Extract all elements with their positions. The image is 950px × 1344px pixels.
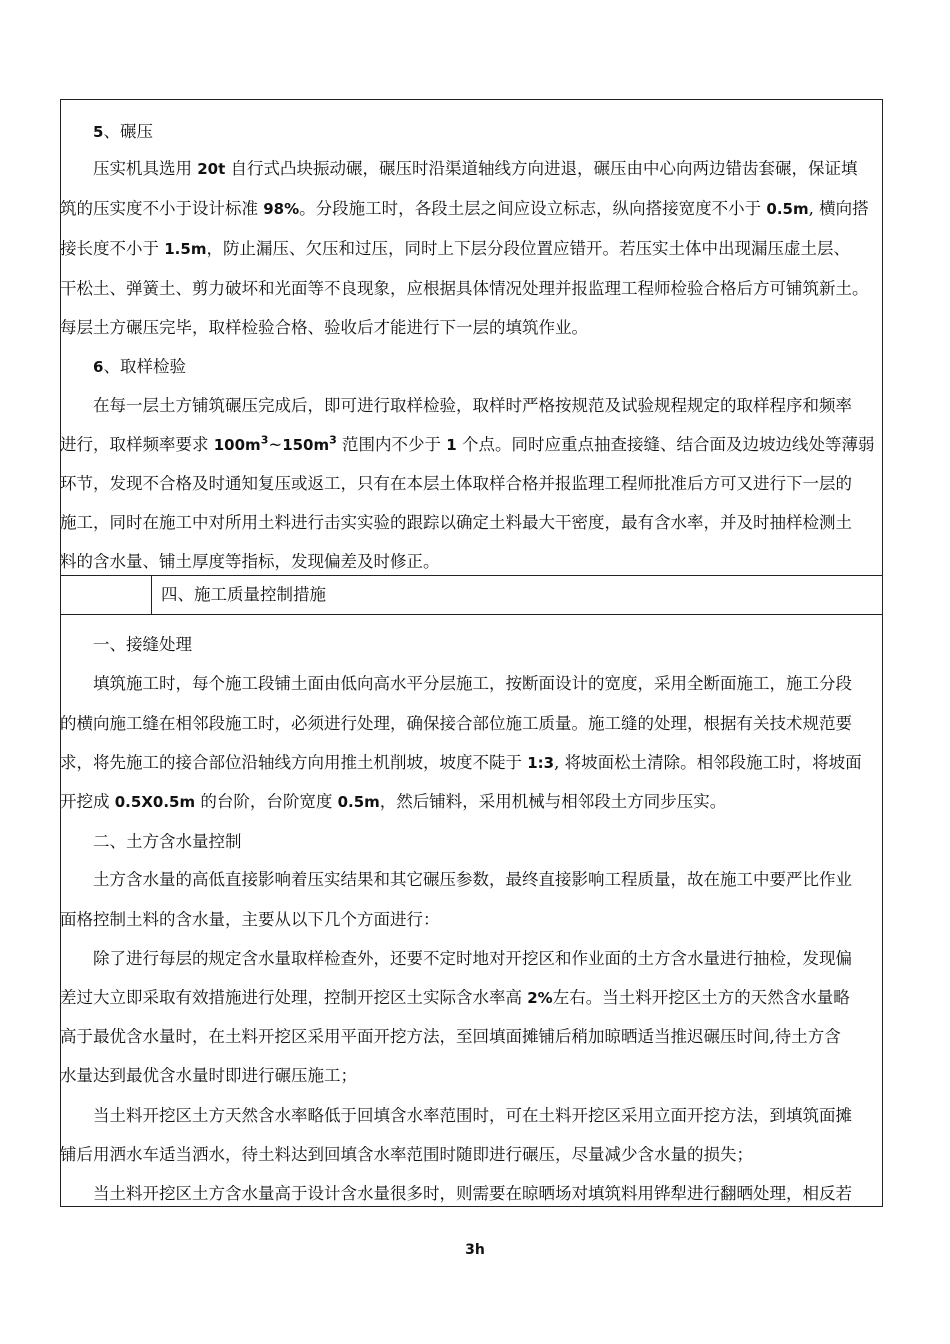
sub2-line-1: 土方含水量的高低直接影响着压实结果和其它碾压参数，最终直接影响工程质量，故在施工中要严比作业 <box>93 870 852 889</box>
sub1-line-2: 的横向施工缝在相邻段施工时，必须进行处理，确保接合部位施工质量。施工缝的处理，根据有关技术规范要 <box>60 714 852 733</box>
section6-line-4: 施工，同时在施工中对所用土料进行击实实验的跟踪以确定土料最大干密度，最有含水率，并及时抽样检测土 <box>60 513 852 532</box>
sub1-heading: 一、接缝处理 <box>93 635 192 654</box>
section5-line-2: 筑的压实度不小于设计标准 98%。分段施工时，各段土层之间应设立标志，纵向搭接宽度不小于 0.5m, 横向搭 <box>60 199 869 218</box>
sub2-line-8: 铺后用洒水车适当洒水，待土料达到回填含水率范围时随即进行碾压，尽量减少含水量的损失； <box>60 1145 753 1164</box>
section6-heading: 6、取样检验 <box>93 357 186 376</box>
sub2-line-2: 面格控制土料的含水量，主要从以下几个方面进行： <box>60 910 440 929</box>
section6-line-1: 在每一层土方铺筑碾压完成后，即可进行取样检验，取样时严格按规范及试验规程规定的取样程序和频率 <box>93 396 852 415</box>
section5-line-3: 接长度不小于 1.5m，防止漏压、欠压和过压，同时上下层分段位置应错开。若压实土体中出现漏压虚土层、 <box>60 239 850 258</box>
section-title-left-cell <box>61 576 152 614</box>
section5-line-1: 压实机具选用 20t 自行式凸块振动碾，碾压时沿渠道轴线方向进退，碾压由中心向两边错齿套碾，保证填 <box>93 159 858 178</box>
section5-line-5: 每层土方碾压完毕，取样检验合格、验收后才能进行下一层的填筑作业。 <box>60 318 588 337</box>
sub2-line-3: 除了进行每层的规定含水量取样检查外，还要不定时地对开挖区和作业面的土方含水量进行抽检，发现偏 <box>93 949 852 968</box>
sub1-line-1: 填筑施工时，每个施工段铺土面由低向高水平分层施工，按断面设计的宽度，采用全断面施工，施工分段 <box>93 674 852 693</box>
sub2-heading: 二、土方含水量控制 <box>93 832 242 851</box>
sub2-line-4: 差过大立即采取有效措施进行处理，控制开挖区土实际含水率高 2%左右。当土料开挖区土方的天然含水量略 <box>60 988 850 1007</box>
section5-heading: 5、碾压 <box>93 122 153 141</box>
section6-line-2: 进行，取样频率要求 $100m^3\sim 150m^3$ 范围内不少于 1 个点。同时应重点抽查接缝、结合面及边坡边线处等薄弱 <box>60 433 875 454</box>
section-title-row <box>60 575 883 615</box>
section6-line-3: 环节，发现不合格及时通知复压或返工，只有在本层土体取样合格并报监理工程师批准后方可又进行下一层的 <box>60 474 852 493</box>
page-number: 3h <box>465 1242 485 1258</box>
sub2-line-5: 高于最优含水量时，在土料开挖区采用平面开挖方法，至回填面摊铺后稍加晾晒适当推迟碾压时间,待土方含 <box>60 1027 841 1046</box>
section-title: 四、施工质量控制措施 <box>161 585 326 604</box>
section5-line-4: 干松土、弹簧土、剪力破坏和光面等不良现象，应根据具体情况处理并报监理工程师检验合格后方可铺筑新土。 <box>60 279 869 298</box>
sub2-line-9: 当土料开挖区土方含水量高于设计含水量很多时，则需要在晾晒场对填筑料用铧犁进行翻晒处理，相反若 <box>93 1184 852 1203</box>
sub1-line-3: 求，将先施工的接合部位沿轴线方向用推土机削坡，坡度不陡于 1:3, 将坡面松土清除。相邻段施工时，将坡面 <box>60 753 862 772</box>
sub2-line-7: 当土料开挖区土方天然含水率略低于回填含水率范围时，可在土料开挖区采用立面开挖方法，到填筑面摊 <box>93 1106 852 1125</box>
sub2-line-6: 水量达到最优含水量时即进行碾压施工； <box>60 1066 357 1085</box>
sub1-line-4: 开挖成 0.5X0.5m 的台阶，台阶宽度 0.5m，然后铺料，采用机械与相邻段土方同步压实。 <box>60 792 727 811</box>
section6-line-5: 料的含水量、铺土厚度等指标，发现偏差及时修正。 <box>60 552 440 571</box>
